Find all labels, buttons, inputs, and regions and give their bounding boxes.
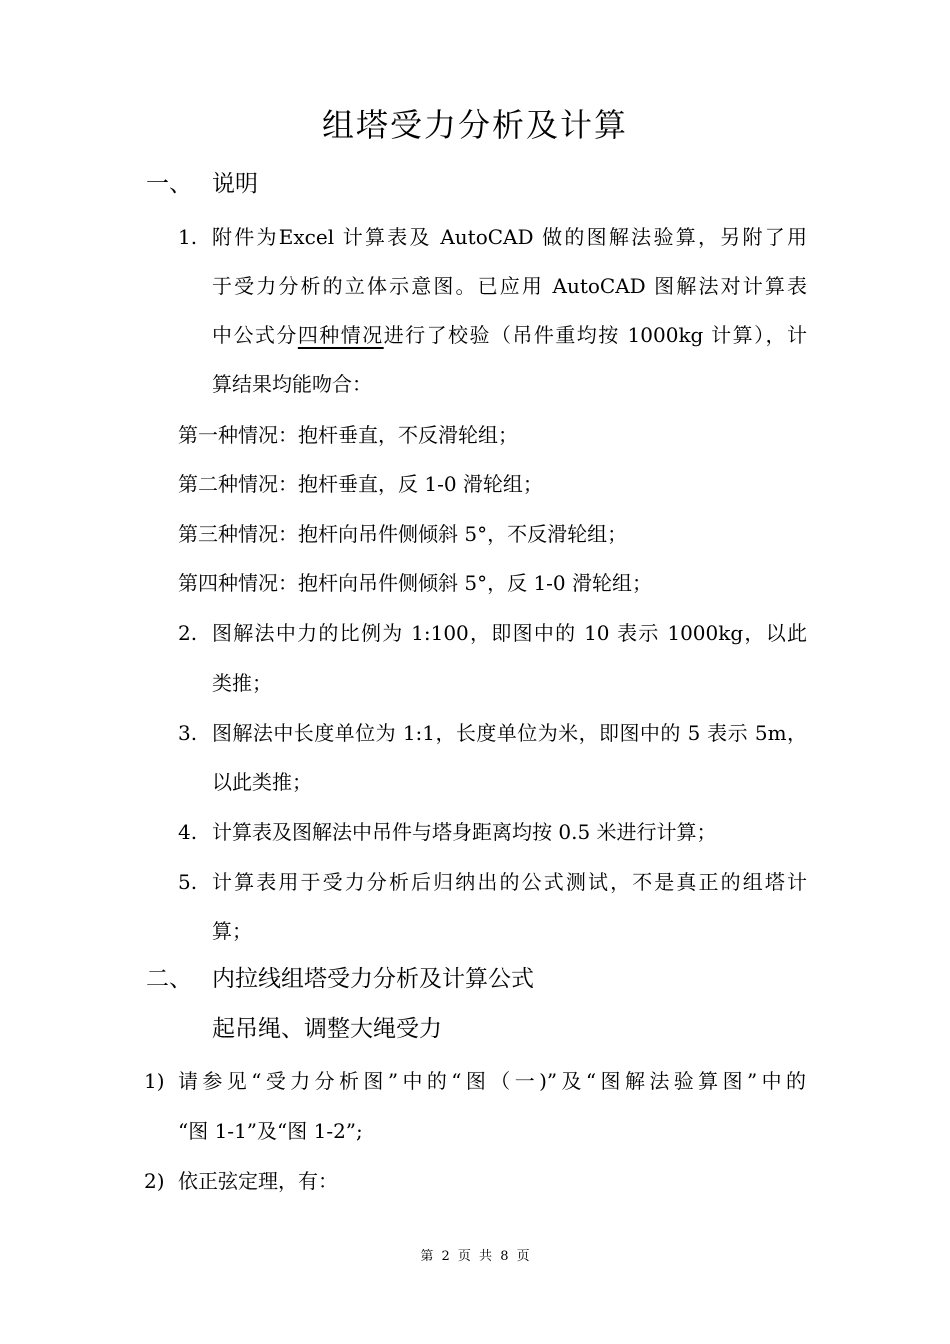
list-marker: 4. <box>178 820 198 844</box>
section-heading-1 <box>146 168 258 200</box>
list-item-4-line-1: 4. 计算表及图解法中吊件与塔身距离均按 0.5 米进行计算； <box>212 817 717 847</box>
section-number: 一、 <box>146 171 192 197</box>
section-title: 说明 <box>212 171 258 197</box>
list-item-2-line-1: 2. 图解法中力的比例为 1:100，即图中的 10 表示 1000kg，以此 <box>212 618 807 648</box>
section-title: 内拉线组塔受力分析及计算公式 <box>212 966 534 992</box>
point-1-line-1: 1) 请参见“受力分析图”中的“图（一)”及“图解法验算图”中的 <box>178 1066 806 1096</box>
section-heading-2 <box>146 963 534 995</box>
point-2-line-1: 2) 依正弦定理，有： <box>178 1166 338 1196</box>
list-item-5-line-2: 算； <box>212 919 252 943</box>
point-1-line-2: “图 1-1”及“图 1-2”; <box>178 1119 363 1143</box>
page-title: 组塔受力分析及计算 <box>321 106 628 144</box>
case-line-2: 第二种情况：抱杆垂直，反 1-0 滑轮组； <box>178 472 543 496</box>
list-marker: 5. <box>178 870 198 894</box>
case-line-4: 第四种情况：抱杆向吊件侧倾斜 5°，反 1-0 滑轮组； <box>178 571 653 595</box>
case-line-1: 第一种情况：抱杆垂直，不反滑轮组； <box>178 423 518 447</box>
list-item-1-line-3: 中公式分四种情况进行了校验（吊件重均按 1000kg 计算），计 <box>212 323 808 347</box>
list-item-1-line-2: 于受力分析的立体示意图。已应用 AutoCAD 图解法对计算表 <box>212 274 807 298</box>
list-item-5-line-1: 5. 计算表用于受力分析后归纳出的公式测试，不是真正的组塔计 <box>212 867 807 897</box>
subsection-heading: 起吊绳、调整大绳受力 <box>212 1016 442 1042</box>
list-item-1-line-1: 1. 附件为Excel 计算表及 AutoCAD 做的图解法验算，另附了用 <box>212 222 807 252</box>
list-item-2-line-2: 类推； <box>212 671 272 695</box>
underlined-phrase: 四种情况 <box>297 323 384 347</box>
list-marker: 1. <box>178 225 198 249</box>
list-marker: 2. <box>178 621 198 645</box>
page-footer: 第 2 页 共 8 页 <box>420 1249 530 1264</box>
section-number: 二、 <box>146 966 192 992</box>
list-marker: 3. <box>178 721 198 745</box>
list-item-3-line-1: 3. 图解法中长度单位为 1:1，长度单位为米，即图中的 5 表示 5m， <box>212 718 807 748</box>
list-marker: 2) <box>144 1169 165 1193</box>
list-item-1-line-4: 算结果均能吻合： <box>212 372 372 396</box>
case-line-3: 第三种情况：抱杆向吊件侧倾斜 5°，不反滑轮组； <box>178 522 628 546</box>
list-marker: 1) <box>144 1069 165 1093</box>
list-item-3-line-2: 以此类推； <box>212 770 312 794</box>
